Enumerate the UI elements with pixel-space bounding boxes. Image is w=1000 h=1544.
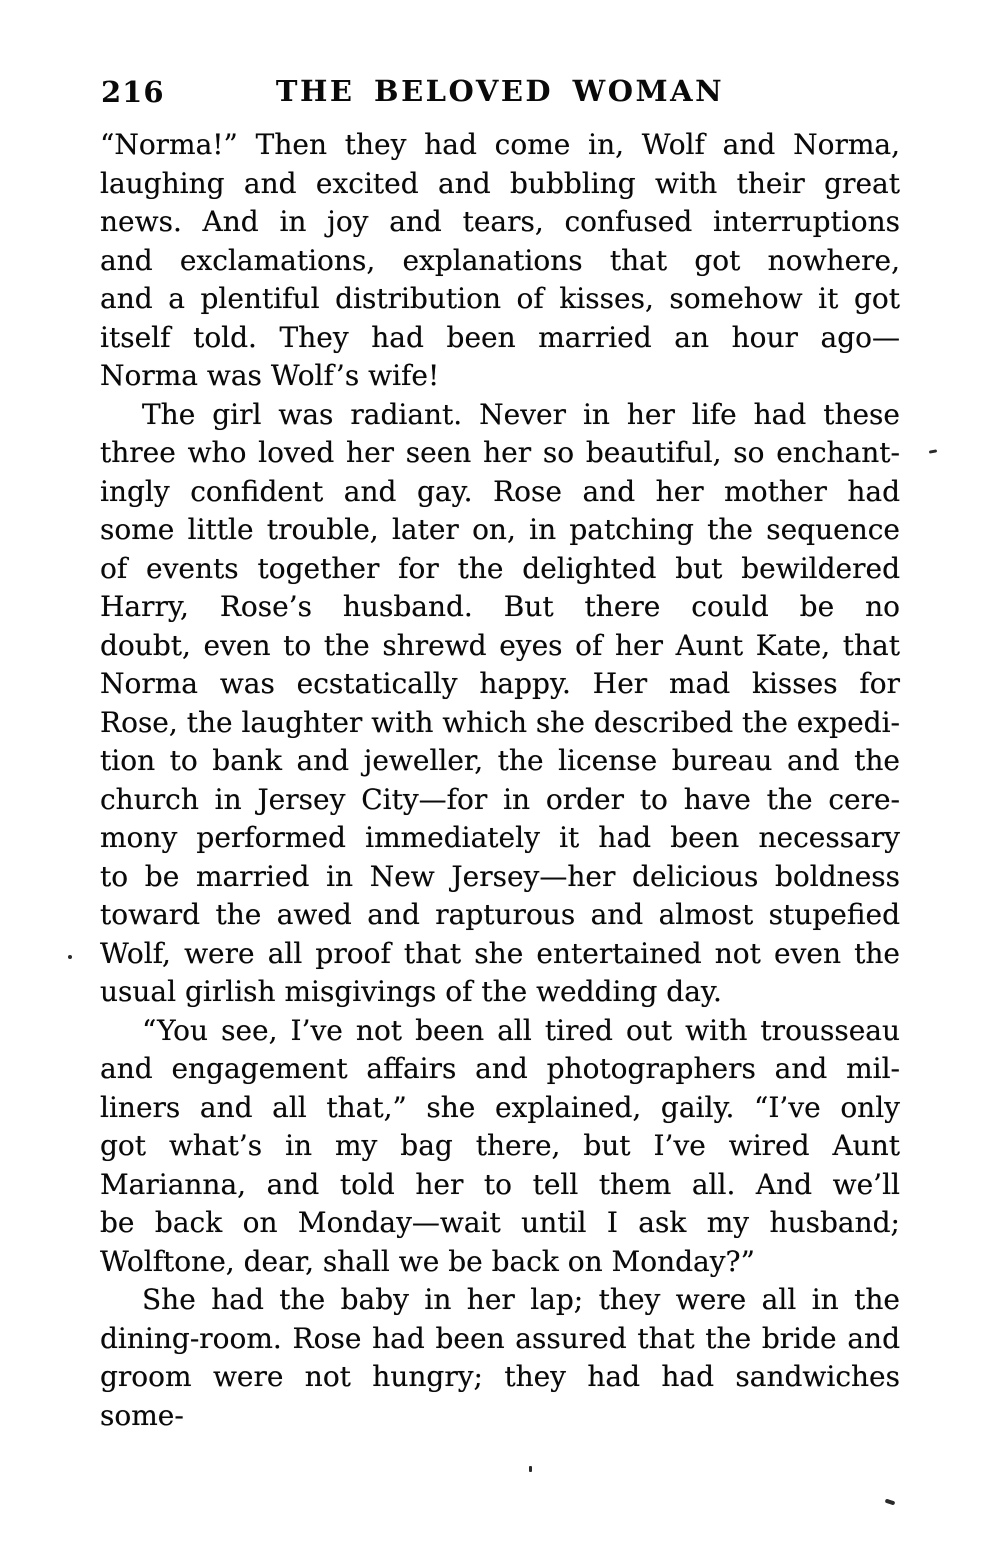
text-line: Norma was Wolf’s wife! <box>100 359 440 392</box>
text-line: “You see, I’ve not been all tired out with trousseau <box>142 1013 900 1047</box>
text-line: groom were not hungry; they had had sandwiches some- <box>100 1360 900 1432</box>
scan-speck <box>929 449 937 453</box>
scan-speck <box>885 1499 896 1506</box>
text-line: ingly confident and gay. Rose and her mother had <box>100 474 900 508</box>
text-line: mony performed immediately it had been necessary <box>100 821 900 854</box>
text-line: got what’s in my bag there, but I’ve wired Aunt <box>100 1129 900 1162</box>
paragraph <box>100 126 900 396</box>
text-line: Harry, Rose’s husband. But there could be no <box>100 590 900 623</box>
text-line: to be married in New Jersey—her delicious boldness <box>100 859 900 893</box>
page-number: 216 <box>101 75 165 109</box>
text-line: three who loved her seen her so beautiful, so enchant- <box>100 436 900 469</box>
text-line: and exclamations, explanations that got nowhere, <box>100 243 900 277</box>
text-line: doubt, even to the shrewd eyes of her Aunt Kate, that <box>100 628 900 662</box>
text-line: of events together for the delighted but bewildered <box>100 551 900 585</box>
paragraph <box>100 396 900 1012</box>
text-line: “Norma!” Then they had come in, Wolf and Norma, <box>100 128 900 161</box>
paragraph <box>100 1281 900 1435</box>
text-line: be back on Monday—wait until I ask my husband; <box>100 1206 900 1239</box>
text-line: news. And in joy and tears, confused interruptions <box>100 205 900 238</box>
body-text <box>100 126 900 1435</box>
text-line: Marianna, and told her to tell them all. And we’ll <box>100 1167 900 1201</box>
scan-speck <box>529 1466 532 1472</box>
text-line: Norma was ecstatically happy. Her mad kisses for <box>100 667 900 700</box>
text-line: some little trouble, later on, in patching the sequence <box>100 513 900 546</box>
text-line: dining-room. Rose had been assured that the bride and <box>100 1321 900 1355</box>
page-header <box>0 74 1000 110</box>
text-line: She had the baby in her lap; they were all in the <box>142 1283 900 1316</box>
text-line: Wolf, were all proof that she entertained not even the <box>100 936 900 970</box>
text-line: usual girlish misgivings of the wedding day. <box>100 975 722 1008</box>
text-line: liners and all that,” she explained, gaily. “I’ve only <box>100 1090 900 1124</box>
text-line: and engagement affairs and photographers and mil- <box>100 1052 900 1085</box>
text-line: Wolftone, dear, shall we be back on Monday?” <box>100 1244 755 1278</box>
running-title: THE BELOVED WOMAN <box>275 74 725 108</box>
scan-speck <box>68 955 72 959</box>
text-line: tion to bank and jeweller, the license bureau and the <box>100 744 900 777</box>
text-line: The girl was radiant. Never in her life had these <box>142 397 900 431</box>
paragraph <box>100 1012 900 1282</box>
text-line: church in Jersey City—for in order to have the cere- <box>100 782 900 816</box>
text-line: Rose, the laughter with which she described the expedi- <box>100 705 900 739</box>
text-line: toward the awed and rapturous and almost stupefied <box>100 898 900 931</box>
text-line: and a plentiful distribution of kisses, somehow it got <box>100 282 900 315</box>
text-line: itself told. They had been married an hour ago— <box>100 320 900 354</box>
text-line: laughing and excited and bubbling with their great <box>100 166 900 200</box>
